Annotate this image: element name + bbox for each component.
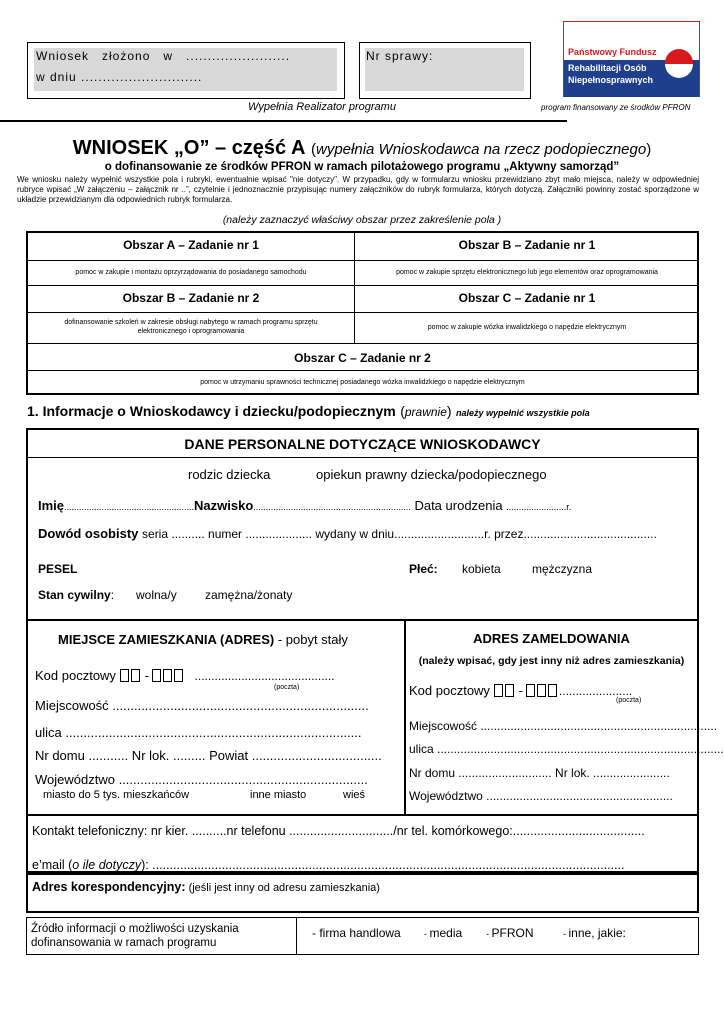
registration-heading: ADRES ZAMELDOWANIA <box>473 631 630 646</box>
case-number-label: Nr sprawy: <box>366 49 434 63</box>
realizator-note: Wypełnia Realizator programu <box>248 101 396 113</box>
area-c2-desc: pomoc w utrzymaniu sprawności technicznej posiadanego wózka inwalidzkiego o napędzie elektrycznym <box>200 379 525 386</box>
email-field[interactable]: ): ........................................................................................................................................ <box>141 858 625 872</box>
residence-type-other-city[interactable]: inne miasto <box>250 789 307 801</box>
residence-city-field[interactable]: Miejscowość ....................................................................... <box>35 698 369 713</box>
form-title <box>0 137 724 160</box>
last-name-field[interactable]: ............................................................... <box>253 502 411 512</box>
section-1-note: należy wypełnić wszystkie pola <box>456 408 590 418</box>
source-option-pfron[interactable] <box>486 926 534 940</box>
pesel-label: PESEL <box>38 562 78 576</box>
financed-note: program finansowany ze środków PFRON <box>541 103 691 112</box>
residence-postal-dash: - <box>144 668 149 683</box>
registration-street-field[interactable]: ulica ...................................................................................... <box>409 742 724 756</box>
last-name-label: Nazwisko <box>194 498 254 513</box>
civil-status-row <box>38 588 114 602</box>
personal-data-heading: DANE PERSONALNE DOTYCZĄCE WNIOSKODAWCY <box>184 436 541 452</box>
source-other-label: inne, jakie: <box>568 926 626 940</box>
residence-heading-suffix: - pobyt stały <box>274 632 348 647</box>
id-card-field[interactable]: seria .......... numer .................... wydany w dniu...........................r. przez........................................ <box>142 527 657 541</box>
registration-city-field[interactable]: Miejscowość ....................................................................... <box>409 719 718 733</box>
correspondence-label: Adres korespondencyjny: <box>32 880 186 894</box>
case-number-box <box>359 42 531 99</box>
section-1-heading <box>27 403 590 421</box>
civil-single-option[interactable]: wolna/y <box>136 588 177 602</box>
residence-heading-main: MIEJSCE ZAMIESZKANIA (ADRES) <box>58 632 275 647</box>
registration-note: (należy wpisać, gdy jest inny niż adres zamieszkania) <box>418 655 685 667</box>
sex-male-option[interactable]: mężczyzna <box>532 562 593 576</box>
logo-text-1: Państwowy Fundusz <box>568 47 657 57</box>
residence-poczta-caption: (poczta) <box>274 684 300 691</box>
residence-post-office-field[interactable]: .......................................... <box>194 669 335 683</box>
sex-label: Płeć: <box>409 562 438 576</box>
area-c1-title[interactable]: Obszar C – Zadanie nr 1 <box>458 291 596 305</box>
registration-house-field[interactable]: Nr domu ............................ Nr lok. ....................... <box>409 766 670 780</box>
registration-poczta-caption: (poczta) <box>616 697 642 704</box>
submission-line: Wniosek złożono w ........................ <box>36 49 291 63</box>
first-name-label: Imię <box>38 498 65 513</box>
residence-address-box <box>26 621 406 816</box>
source-media-dash: - <box>424 929 430 939</box>
source-option-other[interactable] <box>563 926 626 940</box>
registration-postal-boxes[interactable] <box>494 683 559 698</box>
email-row <box>32 858 625 872</box>
title-paren-open: ( <box>311 141 316 158</box>
correspondence-row[interactable] <box>32 878 380 896</box>
section-1-paren-open: ( <box>400 403 405 419</box>
birth-date-label: Data urodzenia <box>414 498 503 513</box>
form-title-fill-note: wypełnia Wnioskodawca na rzecz podopiecznego <box>316 141 647 158</box>
section-1-rights: prawnie <box>404 405 447 419</box>
form-subtitle: o dofinansowanie ze środków PFRON w ramach pilotażowego programu „Aktywny samorząd” <box>104 161 620 173</box>
residence-type-small-town[interactable]: miasto do 5 tys. mieszkańców <box>43 789 190 801</box>
civil-married-option[interactable]: zamężna/żonaty <box>205 588 293 602</box>
registration-postal-dash: - <box>518 683 523 698</box>
phone-field[interactable]: Kontakt telefoniczny: nr kier. ..........nr telefonu ............................../nr tel. komórkowego:...................................... <box>32 824 645 838</box>
submission-date-line: w dniu ............................ <box>36 70 203 84</box>
name-row <box>38 498 571 513</box>
section-1-paren-close: ) <box>446 403 452 419</box>
area-c1-desc: pomoc w zakupie wózka inwalidzkiego o napędzie elektrycznym <box>427 324 627 331</box>
birth-date-field[interactable]: ........................r. <box>506 502 572 512</box>
logo-text-2: Rehabilitacji Osób <box>568 63 647 73</box>
registration-post-office-field[interactable]: ...................... <box>558 684 633 698</box>
section-1-title: 1. Informacje o Wnioskodawcy i dziecku/podopiecznym <box>27 403 396 419</box>
registration-voivodeship-field[interactable]: Województwo ........................................................ <box>409 789 673 803</box>
source-option-company[interactable]: - firma handlowa <box>312 926 401 940</box>
email-label-note: o ile dotyczy <box>72 858 142 872</box>
sex-female-option[interactable]: kobieta <box>462 562 501 576</box>
form-instructions: We wniosku należy wypełnić wszystkie pola i rubryki, ewentualnie wpisać "nie dotyczy". W przypadku, gdy w formularzu wniosku przewidziano zbyt mało miejsca, należy w odpowiedniej rubryce wpisać „W załączeniu – załącznik nr ..”, czytelnie i jednoznacznie przypisując numery załączników do rubryk formularza, których dotyczą. Załączniki powinny zostać sporządzone w układzie przewidzianym dla odpowiednich rubryk formularza. <box>17 175 699 204</box>
residence-house-field[interactable]: Nr domu ........... Nr lok. ......... Powiat .................................... <box>35 748 382 763</box>
residence-heading <box>58 631 348 649</box>
registration-postal-label: Kod pocztowy <box>409 683 490 698</box>
source-other-dash: - <box>563 929 569 939</box>
residence-voivodeship-field[interactable]: Województwo ..................................................................... <box>35 772 368 787</box>
form-title-main: WNIOSEK „O” – część A <box>72 137 306 159</box>
area-c2-title[interactable]: Obszar C – Zadanie nr 2 <box>294 351 431 365</box>
correspondence-box <box>26 873 699 913</box>
area-b1-desc: pomoc w zakupie sprzętu elektronicznego lub jego elementów oraz oprogramowania <box>396 269 658 276</box>
residence-postal-boxes[interactable] <box>120 668 185 683</box>
area-b2-title[interactable]: Obszar B – Zadanie nr 2 <box>122 291 260 305</box>
title-paren-close: ) <box>646 141 652 158</box>
first-name-field[interactable]: .................................................... <box>64 502 195 512</box>
pfron-logo <box>563 21 700 97</box>
area-a1-title[interactable]: Obszar A – Zadanie nr 1 <box>123 238 259 252</box>
role-guardian-option[interactable]: opiekun prawny dziecka/podopiecznego <box>316 467 547 482</box>
contact-box <box>26 816 699 873</box>
civil-status-colon: : <box>110 588 115 602</box>
area-b2-desc: dofinansowanie szkoleń w zakresie obsługi nabytego w ramach programu sprzętu elektronicznego i oprogramowania <box>64 319 318 335</box>
residence-street-field[interactable]: ulica .................................................................................. <box>35 725 362 740</box>
area-a1-desc: pomoc w zakupie i montażu oprzyrządowania do posiadanego samochodu <box>75 269 307 276</box>
logo-text-3: Niepełnosprawnych <box>568 75 654 85</box>
registration-address-box <box>406 621 724 816</box>
residence-postal-label: Kod pocztowy <box>35 668 116 683</box>
area-note: (należy zaznaczyć właściwy obszar przez zakreślenie pola ) <box>222 214 502 226</box>
id-row <box>38 526 657 541</box>
logo-circle-icon <box>664 48 694 78</box>
area-b1-title[interactable]: Obszar B – Zadanie nr 1 <box>458 238 596 252</box>
source-media-label: media <box>429 926 463 940</box>
residence-postal-row <box>35 668 335 683</box>
civil-status-label: Stan cywilny <box>38 588 111 602</box>
submission-box <box>27 42 345 99</box>
header-divider <box>0 120 567 122</box>
source-label: Źródło informacji o możliwości uzyskania dofinansowania w ramach programu <box>31 923 239 949</box>
id-card-label: Dowód osobisty <box>38 526 139 541</box>
residence-type-village[interactable]: wieś <box>343 789 366 801</box>
correspondence-note: (jeśli jest inny od adresu zamieszkania) <box>185 882 380 894</box>
role-parent-option[interactable]: rodzic dziecka <box>188 467 271 482</box>
email-label-prefix: e’mail ( <box>32 858 73 872</box>
source-option-media[interactable] <box>424 926 462 940</box>
areas-table <box>26 231 699 395</box>
personal-data-box <box>26 428 699 621</box>
source-box <box>26 917 699 955</box>
source-pfron-label: PFRON <box>491 926 534 940</box>
source-pfron-dash: - <box>486 929 492 939</box>
registration-postal-row <box>409 683 632 698</box>
